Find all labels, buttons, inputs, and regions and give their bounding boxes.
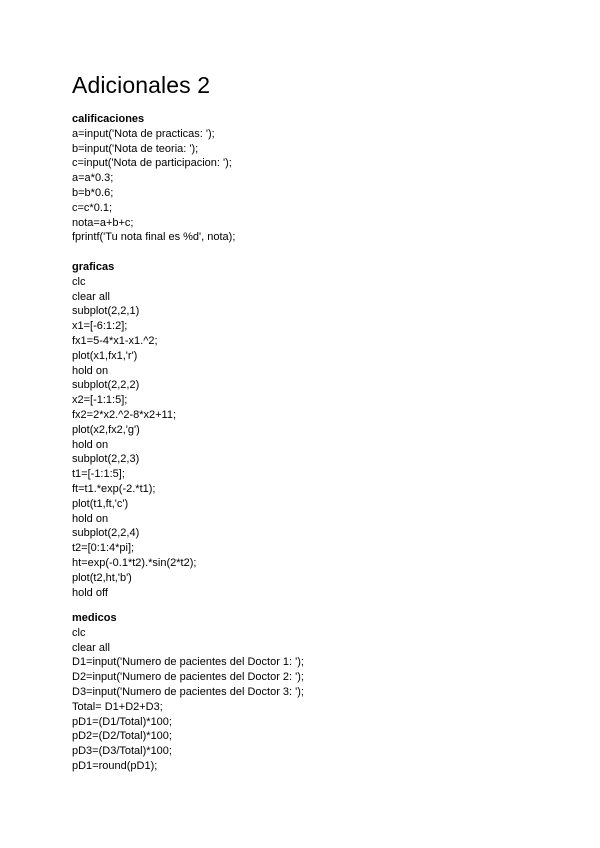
code-line: D1=input('Numero de pacientes del Doctor 1: '); <box>72 656 304 669</box>
code-line: hold on <box>72 364 109 377</box>
code-line: ht=exp(-0.1*t2).*sin(2*t2); <box>72 556 197 569</box>
code-line: hold on <box>72 512 109 525</box>
code-line: c=input('Nota de participacion: '); <box>72 157 232 170</box>
code-line: D2=input('Numero de pacientes del Doctor 2: '); <box>72 671 304 684</box>
code-line: clc <box>72 275 86 288</box>
code-line: pD2=(D2/Total)*100; <box>72 730 172 743</box>
code-line: t2=[0:1:4*pi]; <box>72 542 135 555</box>
code-line: subplot(2,2,1) <box>72 305 140 318</box>
code-line: b=b*0.6; <box>72 186 114 199</box>
code-line: a=input('Nota de practicas: '); <box>72 127 215 140</box>
code-line: x2=[-1:1:5]; <box>72 394 128 407</box>
code-line: hold off <box>72 586 108 599</box>
code-line: pD1=(D1/Total)*100; <box>72 715 172 728</box>
code-line: pD3=(D3/Total)*100; <box>72 745 172 758</box>
section-heading: graficas <box>72 261 115 273</box>
code-line: clear all <box>72 641 110 654</box>
code-line: clc <box>72 626 86 639</box>
code-line: clear all <box>72 290 110 303</box>
document-title: Adicionales 2 <box>72 72 211 98</box>
code-line: subplot(2,2,2) <box>72 379 140 392</box>
section-medicos <box>72 611 304 774</box>
section-calificaciones <box>72 112 235 245</box>
section-heading: medicos <box>72 612 117 624</box>
code-line: Total= D1+D2+D3; <box>72 700 163 713</box>
code-line: b=input('Nota de teoria: '); <box>72 142 199 155</box>
code-line: a=a*0.3; <box>72 172 114 185</box>
code-line: plot(x2,fx2,'g') <box>72 423 140 436</box>
code-line: hold on <box>72 438 109 451</box>
code-line: x1=[-6:1:2]; <box>72 320 128 333</box>
section-graficas <box>72 260 196 600</box>
code-line: c=c*0.1; <box>72 201 113 214</box>
code-line: fx2=2*x2.^2-8*x2+11; <box>72 408 177 421</box>
code-line: subplot(2,2,3) <box>72 453 140 466</box>
section-heading: calificaciones <box>72 113 145 125</box>
code-line: plot(x1,fx1,'r') <box>72 349 138 362</box>
code-line: plot(t1,ft,'c') <box>72 497 129 510</box>
code-line: ft=t1.*exp(-2.*t1); <box>72 482 156 495</box>
code-line: fprintf('Tu nota final es %d', nota); <box>72 231 236 244</box>
code-line: fx1=5-4*x1-x1.^2; <box>72 334 158 347</box>
code-line: subplot(2,2,4) <box>72 527 140 540</box>
code-line: plot(t2,ht,'b') <box>72 571 132 584</box>
code-line: nota=a+b+c; <box>72 216 134 229</box>
code-line: pD1=round(pD1); <box>72 759 158 772</box>
code-line: D3=input('Numero de pacientes del Doctor 3: '); <box>72 685 304 698</box>
code-line: t1=[-1:1:5]; <box>72 468 125 481</box>
